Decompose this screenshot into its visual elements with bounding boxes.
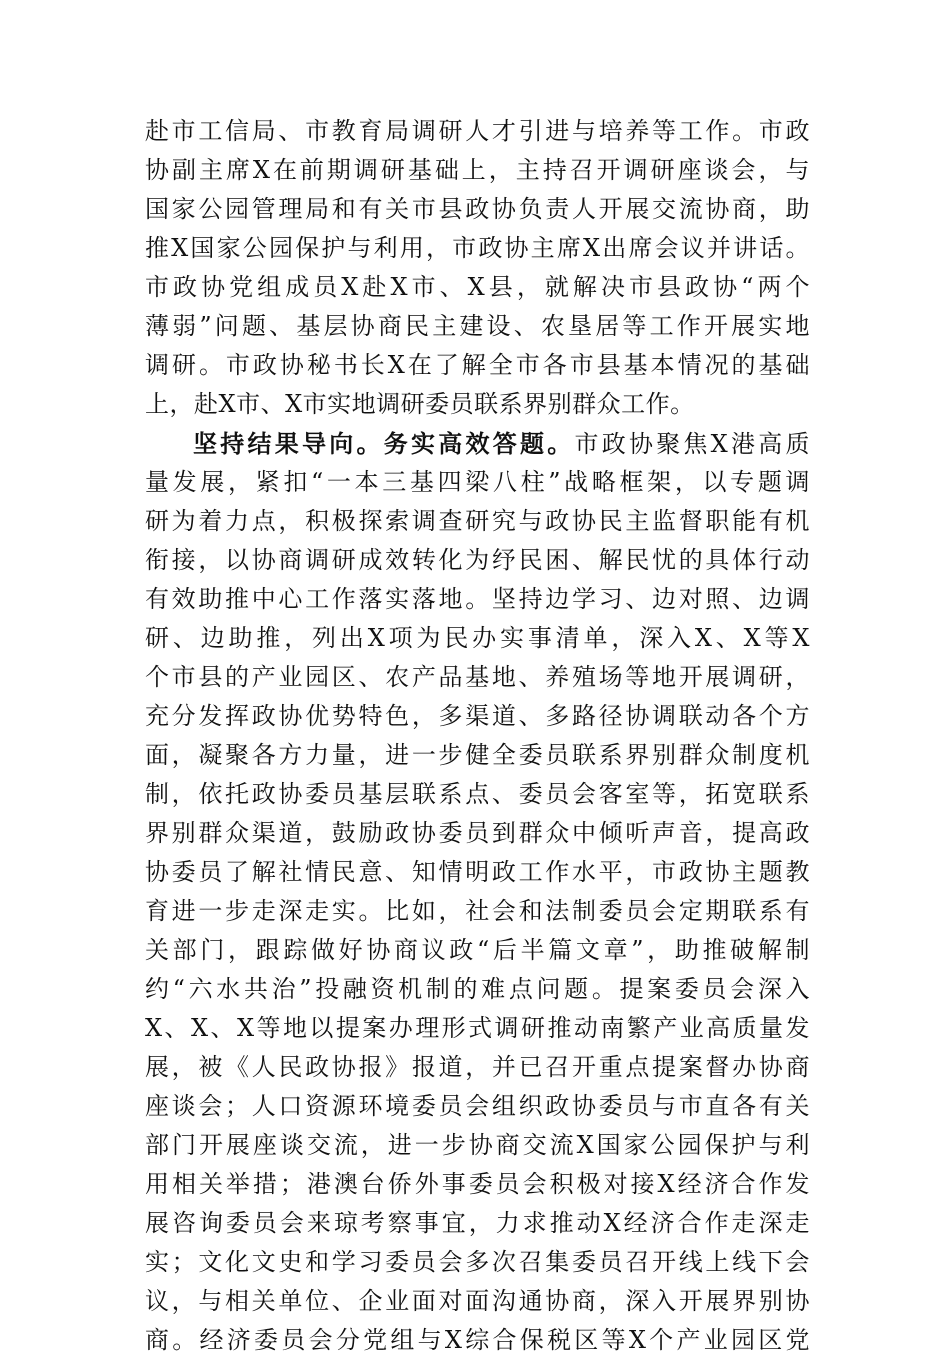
heading-line-rest: 市政协聚焦X港高质 — [574, 430, 810, 458]
text-line: 赴市工信局、市教育局调研人才引进与培养等工作。市政 — [145, 117, 810, 145]
text-line: 展，被《人民政协报》报道，并已召开重点提案督办协商 — [145, 1053, 810, 1081]
text-line: 关部门，跟踪做好协商议政“后半篇文章”，助推破解制 — [145, 936, 810, 964]
text-line: 议，与相关单位、企业面对面沟通协商，深入开展界别协 — [145, 1287, 810, 1315]
text-line: 调研。市政协秘书长X在了解全市各市县基本情况的基础 — [145, 351, 810, 379]
text-line: 座谈会；人口资源环境委员会组织政协委员与市直各有关 — [145, 1092, 810, 1120]
text-line: 上，赴X市、X市实地调研委员联系界别群众工作。 — [145, 390, 695, 418]
text-line: 衔接，以协商调研成效转化为纾民困、解民忧的具体行动 — [145, 546, 810, 574]
text-line: 约“六水共治”投融资机制的难点问题。提案委员会深入 — [145, 975, 810, 1003]
text-line: 充分发挥政协优势特色，多渠道、多路径协调联动各个方 — [145, 702, 810, 730]
paragraph-heading: 坚持结果导向。务实高效答题。 — [193, 429, 575, 458]
text-line: 有效助推中心工作落实落地。坚持边学习、边对照、边调 — [145, 585, 810, 613]
text-line: 市政协党组成员X赴X市、X县，就解决市县政协“两个 — [145, 273, 810, 301]
text-line: 商。经济委员会分党组与X综合保税区等X个产业园区党 — [145, 1326, 810, 1354]
paragraph-2 — [145, 424, 810, 1360]
text-line: 协副主席X在前期调研基础上，主持召开调研座谈会，与 — [145, 156, 810, 184]
text-line: 展咨询委员会来琼考察事宜，力求推动X经济合作走深走 — [145, 1209, 810, 1237]
text-line: 推X国家公园保护与利用，市政协主席X出席会议并讲话。 — [145, 234, 810, 262]
text-line: 协委员了解社情民意、知情明政工作水平，市政协主题教 — [145, 858, 810, 886]
text-line: 研、边助推，列出X项为民办实事清单，深入X、X等X — [145, 624, 810, 652]
text-line: 制，依托政协委员基层联系点、委员会客室等，拓宽联系 — [145, 780, 810, 808]
text-line: 用相关举措；港澳台侨外事委员会积极对接X经济合作发 — [145, 1170, 810, 1198]
text-line: 量发展，紧扣“一本三基四梁八柱”战略框架，以专题调 — [145, 468, 810, 496]
text-line: 研为着力点，积极探索调查研究与政协民主监督职能有机 — [145, 507, 810, 535]
text-line: 实；文化文史和学习委员会多次召集委员召开线上线下会 — [145, 1248, 810, 1276]
text-line: 薄弱”问题、基层协商民主建设、农垦居等工作开展实地 — [145, 312, 810, 340]
text-line — [145, 424, 810, 463]
text-line: 个市县的产业园区、农产品基地、养殖场等地开展调研， — [145, 663, 810, 691]
text-line: X、X、X等地以提案办理形式调研推动南繁产业高质量发 — [145, 1014, 810, 1042]
paragraph-1 — [145, 112, 810, 424]
text-line: 界别群众渠道，鼓励政协委员到群众中倾听声音，提高政 — [145, 819, 810, 847]
text-line: 面，凝聚各方力量，进一步健全委员联系界别群众制度机 — [145, 741, 810, 769]
text-line: 国家公园管理局和有关市县政协负责人开展交流协商，助 — [145, 195, 810, 223]
body-text — [145, 112, 810, 1360]
text-line: 部门开展座谈交流，进一步协商交流X国家公园保护与利 — [145, 1131, 810, 1159]
text-line: 育进一步走深走实。比如，社会和法制委员会定期联系有 — [145, 897, 810, 925]
